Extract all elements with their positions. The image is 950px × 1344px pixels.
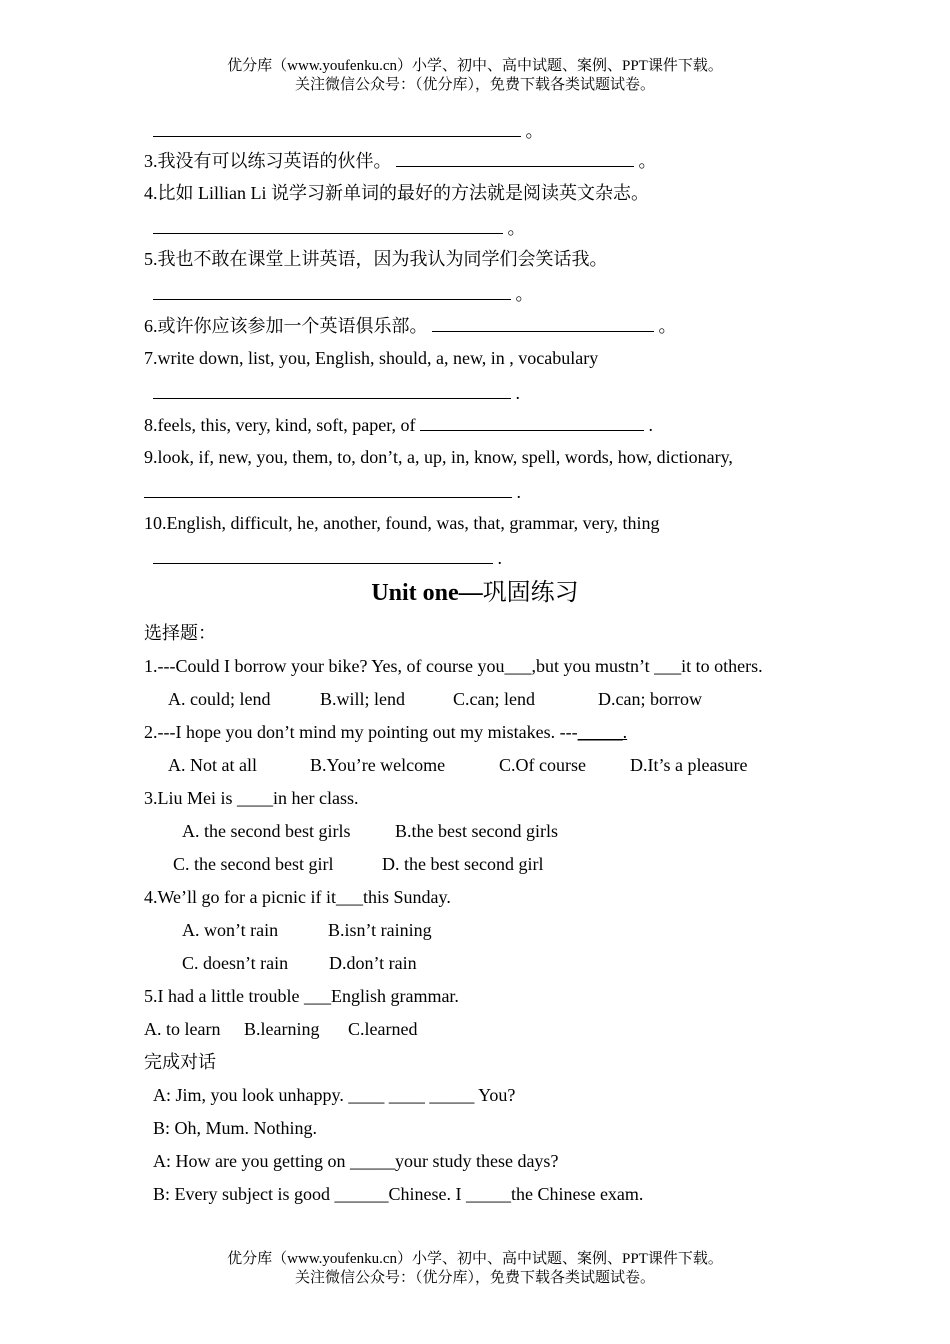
answer-blank bbox=[153, 118, 521, 137]
option-d: D. the best second girl bbox=[382, 854, 544, 874]
choice-q5: 5.I had a little trouble ___English grammar. bbox=[144, 986, 459, 1006]
choice-q4: 4.We’ll go for a picnic if it___this Sunday. bbox=[144, 887, 451, 907]
q5-line bbox=[144, 247, 608, 271]
header-line-2: 关注微信公众号：（优分库），免费下载各类试题试卷。 bbox=[294, 77, 655, 93]
answer-blank bbox=[396, 148, 634, 167]
choice-q1: 1.---Could I borrow your bike? Yes, of course you___,but you mustn’t ___it to others. bbox=[144, 656, 763, 676]
option-c: C. doesn’t rain bbox=[182, 953, 289, 973]
q2-end-mark: 。 bbox=[525, 121, 544, 141]
footer-line-1: 优分库（www.youfenku.cn）小学、初中、高中试题、案例、PPT课件下载。 bbox=[227, 1251, 723, 1267]
q3-text: 3.我没有可以练习英语的伙伴。 bbox=[144, 151, 392, 171]
q6-text: 6.或许你应该参加一个英语俱乐部。 bbox=[144, 316, 428, 336]
q7-answer-line bbox=[153, 380, 520, 405]
option-d: D.can; borrow bbox=[598, 689, 702, 709]
choice-q2-text: 2.---I hope you don’t mind my pointing out my mistakes. --- bbox=[144, 722, 578, 742]
q2-answer-line bbox=[153, 118, 544, 143]
answer-blank bbox=[153, 215, 503, 234]
q6-end-mark: 。 bbox=[658, 316, 677, 336]
answer-blank bbox=[153, 281, 511, 300]
q3-end-mark: 。 bbox=[638, 151, 657, 171]
answer-blank bbox=[420, 412, 644, 431]
option-c: C.learned bbox=[348, 1019, 418, 1039]
page-footer bbox=[0, 1250, 950, 1288]
answer-blank bbox=[432, 313, 654, 332]
header-line-1: 优分库（www.youfenku.cn）小学、初中、高中试题、案例、PPT课件下载。 bbox=[227, 58, 723, 74]
q6-line bbox=[144, 313, 677, 338]
footer-line-2: 关注微信公众号：（优分库），免费下载各类试题试卷。 bbox=[294, 1270, 655, 1286]
q4-answer-line bbox=[153, 215, 526, 240]
q9-answer-line bbox=[144, 479, 521, 504]
dialogue-line: A: Jim, you look unhappy. ____ ____ _____ You? bbox=[153, 1085, 516, 1105]
q10-answer-line bbox=[153, 545, 502, 570]
q8-text: 8.feels, this, very, kind, soft, paper, of bbox=[144, 415, 416, 435]
option-c: C. the second best girl bbox=[173, 854, 334, 874]
dialogue-label: 完成对话 bbox=[144, 1052, 216, 1072]
choice-q3: 3.Liu Mei is ____in her class. bbox=[144, 788, 359, 808]
q8-end-mark: . bbox=[648, 415, 654, 435]
option-d: D.It’s a pleasure bbox=[630, 755, 748, 775]
option-a: A. Not at all bbox=[168, 755, 257, 775]
q3-line bbox=[144, 148, 657, 173]
q9-end-mark: . bbox=[516, 482, 521, 502]
option-b: B.will; lend bbox=[320, 689, 405, 709]
option-a: A. could; lend bbox=[168, 689, 271, 709]
answer-blank bbox=[153, 380, 511, 399]
option-a: A. to learn bbox=[144, 1019, 221, 1039]
q5-end-mark: 。 bbox=[515, 284, 534, 304]
option-b: B.learning bbox=[244, 1019, 320, 1039]
answer-blank bbox=[153, 545, 493, 564]
option-a: A. won’t rain bbox=[182, 920, 279, 940]
unit-title bbox=[0, 578, 950, 608]
q7-line bbox=[144, 346, 598, 370]
q7-end-mark: . bbox=[515, 383, 520, 403]
q5-text: 5.我也不敢在课堂上讲英语，因为我认为同学们会笑话我。 bbox=[144, 249, 608, 269]
unit-title-cn: 巩固练习 bbox=[482, 580, 579, 606]
q4-end-mark: 。 bbox=[507, 218, 526, 238]
q4-text: 4.比如 Lillian Li 说学习新单词的最好的方法就是阅读英文杂志。 bbox=[144, 183, 649, 203]
answer-blank bbox=[144, 479, 512, 498]
option-b: B.the best second girls bbox=[395, 821, 558, 841]
q7-text: 7.write down, list, you, English, should, a, new, in , vocabulary bbox=[144, 348, 599, 368]
q10-line bbox=[144, 511, 659, 535]
option-b: B.isn’t raining bbox=[328, 920, 432, 940]
choice-label: 选择题： bbox=[144, 623, 216, 643]
q9-line bbox=[144, 445, 733, 469]
q8-line bbox=[144, 412, 653, 437]
option-c: C.Of course bbox=[499, 755, 586, 775]
dialogue-line: A: How are you getting on _____your study these days? bbox=[153, 1151, 559, 1171]
dialogue-line: B: Oh, Mum. Nothing. bbox=[153, 1118, 318, 1138]
q10-text: 10.English, difficult, he, another, found, was, that, grammar, very, thing bbox=[144, 513, 660, 533]
option-b: B.You’re welcome bbox=[310, 755, 446, 775]
unit-title-bold: Unit one— bbox=[371, 580, 483, 606]
option-a: A. the second best girls bbox=[182, 821, 351, 841]
option-d: D.don’t rain bbox=[329, 953, 417, 973]
q4-line bbox=[144, 181, 649, 205]
q10-end-mark: . bbox=[497, 548, 502, 568]
q5-answer-line bbox=[153, 281, 534, 306]
choice-q2-blank: _____. bbox=[577, 722, 628, 742]
page-header bbox=[0, 57, 950, 95]
choice-q2 bbox=[144, 720, 627, 744]
dialogue-line: B: Every subject is good ______Chinese. I _____the Chinese exam. bbox=[153, 1184, 644, 1204]
option-c: C.can; lend bbox=[453, 689, 535, 709]
q9-text: 9.look, if, new, you, them, to, don’t, a, up, in, know, spell, words, how, dictionary, bbox=[144, 447, 733, 467]
